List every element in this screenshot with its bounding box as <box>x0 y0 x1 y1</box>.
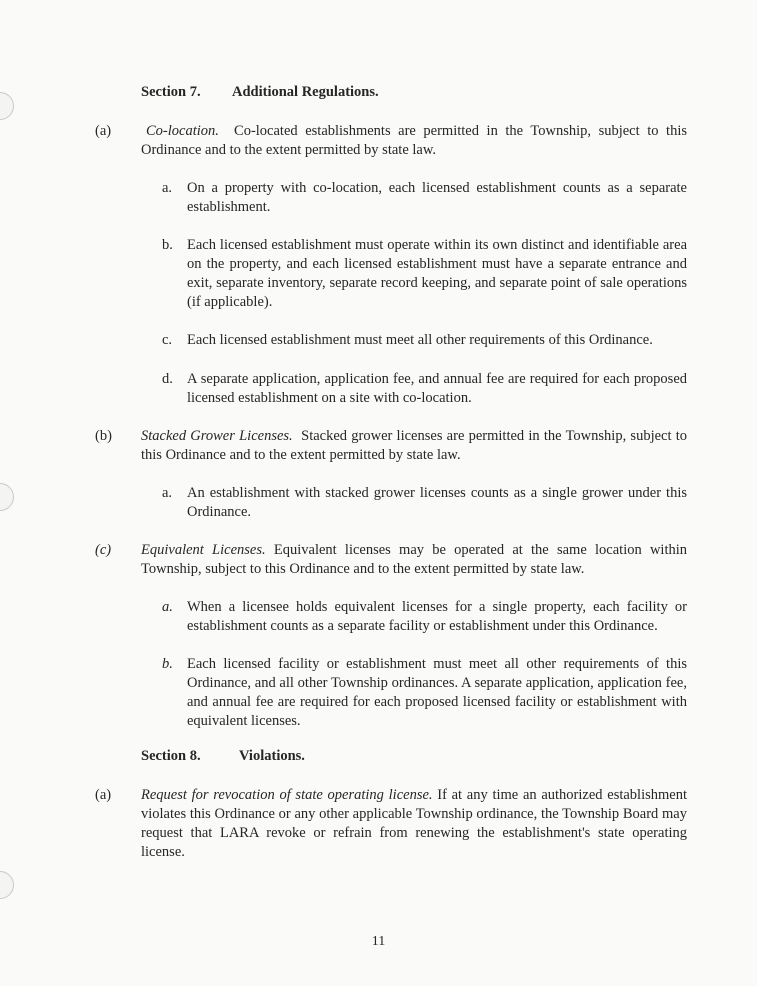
paragraph-equivalent-licenses <box>141 541 687 579</box>
list-item <box>162 179 687 217</box>
paragraph-lead: Request for revocation of state operating license. <box>141 787 433 803</box>
list-item <box>162 236 687 312</box>
list-text: A separate application, application fee, and annual fee are required for each proposed licensed establishment on a site with co-location. <box>187 371 687 406</box>
paragraph-marker: (a) <box>95 123 112 139</box>
list-letter: a. <box>162 180 173 196</box>
list-text: Each licensed establishment must operate within its own distinct and identifiable area on the property, and each licensed establishment must have a separate entrance and exit, separate inventory, separate record keeping, and separate point of sale operations (if applicable). <box>187 237 687 310</box>
list-letter: b. <box>162 656 173 672</box>
list-letter: a. <box>162 599 173 615</box>
paragraph-text: Equivalent licenses may be operated at the same location within Township, subject to this Ordinance and to the extent permitted by state law. <box>141 542 688 577</box>
list-letter: d. <box>162 371 173 387</box>
paragraph-lead: Equivalent Licenses. <box>141 542 266 558</box>
page-number: 11 <box>371 934 386 949</box>
paragraph-marker: (a) <box>95 787 112 803</box>
list-text: An establishment with stacked grower licenses counts as a single grower under this Ordinance. <box>187 485 687 520</box>
paragraph-lead: Stacked Grower Licenses. <box>141 428 293 444</box>
list-text: Each licensed facility or establishment must meet all other requirements of this Ordinance, and all other Township ordinances. A separate application, application fee, and annual fee are required for each proposed licensed facility or establishment with equivalent licenses. <box>187 656 687 729</box>
list-text: When a licensee holds equivalent licenses for a single property, each facility or establishment counts as a separate facility or establishment under this Ordinance. <box>187 599 687 634</box>
section-title: Violations. <box>239 748 305 764</box>
paragraph-text: If at any time an authorized establishment violates this Ordinance or any other applicable Township ordinance, the Township Board may request that LARA revoke or refrain from renewing the establishment's state operating license. <box>141 787 687 860</box>
paragraph-marker: (c) <box>95 542 112 558</box>
section-8-heading <box>141 748 305 765</box>
list-text: On a property with co-location, each licensed establishment counts as a separate establishment. <box>187 180 687 215</box>
list-item <box>162 655 687 731</box>
paragraph-revocation <box>141 786 687 862</box>
list-item <box>162 331 687 350</box>
paragraph-stacked-grower <box>141 427 687 465</box>
list-text: Each licensed establishment must meet all other requirements of this Ordinance. <box>187 332 653 348</box>
list-item <box>162 598 687 636</box>
section-number: Section 8. <box>141 748 201 764</box>
list-letter: c. <box>162 332 173 348</box>
punch-hole <box>0 871 14 899</box>
list-letter: a. <box>162 485 173 501</box>
list-item <box>162 370 687 408</box>
section-7-heading <box>141 84 379 101</box>
punch-hole <box>0 483 14 511</box>
paragraph-text: Co-located establishments are permitted in the Township, subject to this Ordinance and to the extent permitted by state law. <box>141 123 687 158</box>
paragraph-marker: (b) <box>95 428 112 444</box>
list-item <box>162 484 687 522</box>
paragraph-lead: Co-location. <box>146 123 219 139</box>
section-number: Section 7. <box>141 84 201 100</box>
section-title: Additional Regulations. <box>232 84 379 100</box>
paragraph-text: Stacked grower licenses are permitted in the Township, subject to this Ordinance and to the extent permitted by state law. <box>141 428 687 463</box>
paragraph-co-location <box>141 122 687 160</box>
list-letter: b. <box>162 237 173 253</box>
punch-hole <box>0 92 14 120</box>
